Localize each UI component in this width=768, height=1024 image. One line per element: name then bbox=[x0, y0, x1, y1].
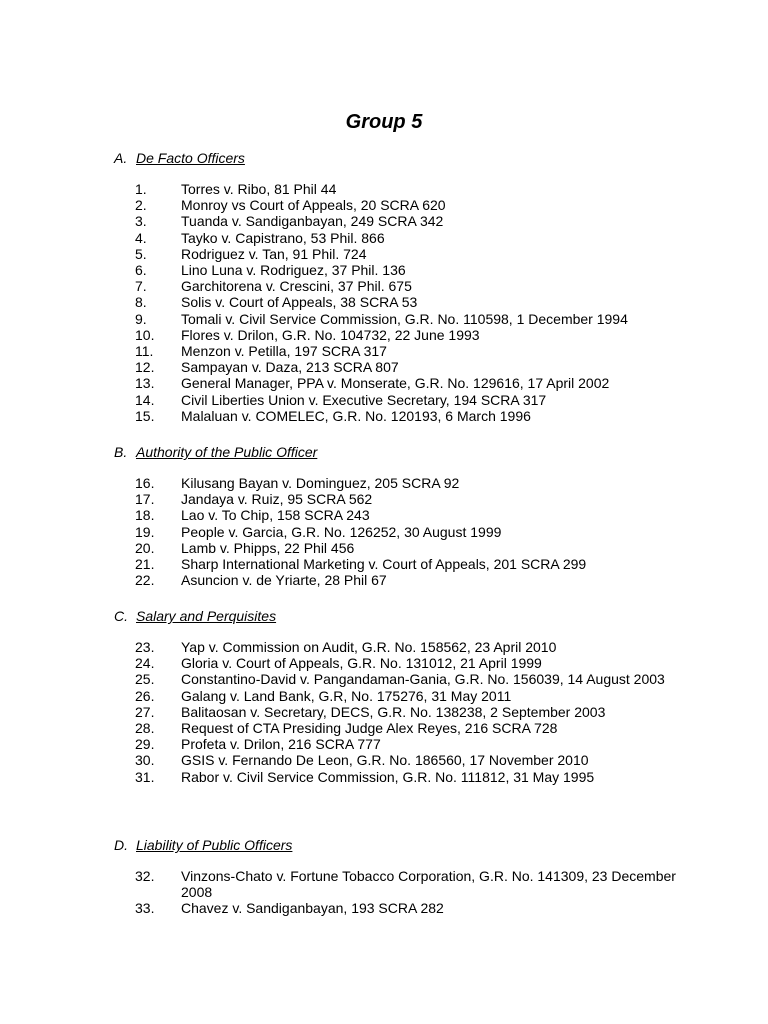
section-letter: B. bbox=[114, 444, 128, 460]
section-letter: D. bbox=[114, 837, 128, 853]
item-number: 31. bbox=[135, 768, 155, 785]
item-number: 32. bbox=[135, 868, 155, 884]
section-heading-c bbox=[114, 607, 276, 625]
list-item bbox=[0, 392, 768, 408]
section-title: De Facto Officers bbox=[136, 150, 245, 166]
list-item bbox=[0, 524, 768, 540]
case-list-c bbox=[0, 639, 768, 785]
list-item bbox=[0, 540, 768, 556]
item-number: 12. bbox=[135, 359, 155, 376]
case-citation: General Manager, PPA v. Monserate, G.R. No. 129616, 17 April 2002 bbox=[181, 375, 610, 392]
item-number: 16. bbox=[135, 475, 155, 491]
item-number: 33. bbox=[135, 900, 155, 917]
list-item bbox=[0, 343, 768, 359]
list-item bbox=[0, 868, 768, 900]
case-citation: Balitaosan v. Secretary, DECS, G.R. No. 138238, 2 September 2003 bbox=[181, 703, 606, 720]
item-number: 15. bbox=[135, 407, 155, 424]
section-title: Authority of the Public Officer bbox=[136, 444, 318, 460]
case-citation: Tuanda v. Sandiganbayan, 249 SCRA 342 bbox=[181, 213, 444, 230]
case-citation: Menzon v. Petilla, 197 SCRA 317 bbox=[181, 343, 387, 360]
item-number: 21. bbox=[135, 556, 155, 573]
case-citation: GSIS v. Fernando De Leon, G.R. No. 186560, 17 November 2010 bbox=[181, 752, 589, 769]
item-number: 24. bbox=[135, 655, 155, 672]
case-citation: Civil Liberties Union v. Executive Secretary, 194 SCRA 317 bbox=[181, 391, 547, 408]
item-number: 13. bbox=[135, 375, 155, 392]
case-citation: Solis v. Court of Appeals, 38 SCRA 53 bbox=[181, 294, 418, 311]
list-item bbox=[0, 572, 768, 588]
item-number: 7. bbox=[135, 278, 147, 295]
case-citation: Sharp International Marketing v. Court of Appeals, 201 SCRA 299 bbox=[181, 556, 587, 573]
item-number: 2. bbox=[135, 197, 147, 214]
list-item bbox=[0, 688, 768, 704]
item-number: 3. bbox=[135, 213, 147, 230]
list-item bbox=[0, 769, 768, 785]
list-item bbox=[0, 752, 768, 768]
item-number: 17. bbox=[135, 491, 155, 508]
case-citation: Chavez v. Sandiganbayan, 193 SCRA 282 bbox=[181, 900, 444, 917]
case-citation: Monroy vs Court of Appeals, 20 SCRA 620 bbox=[181, 197, 446, 214]
list-item bbox=[0, 327, 768, 343]
list-item bbox=[0, 639, 768, 655]
case-citation: Lao v. To Chip, 158 SCRA 243 bbox=[181, 507, 370, 524]
case-citation: Garchitorena v. Crescini, 37 Phil. 675 bbox=[181, 278, 412, 295]
item-number: 19. bbox=[135, 523, 155, 540]
item-number: 6. bbox=[135, 262, 147, 279]
section-heading-a bbox=[114, 149, 245, 167]
list-item bbox=[0, 671, 768, 687]
item-number: 26. bbox=[135, 687, 155, 704]
item-number: 28. bbox=[135, 720, 155, 737]
item-number: 30. bbox=[135, 752, 155, 769]
list-item bbox=[0, 736, 768, 752]
section-heading-b bbox=[114, 443, 317, 461]
item-number: 22. bbox=[135, 572, 155, 589]
item-number: 25. bbox=[135, 671, 155, 688]
list-item bbox=[0, 655, 768, 671]
case-citation: Request of CTA Presiding Judge Alex Reyes, 216 SCRA 728 bbox=[181, 720, 558, 737]
case-citation: Gloria v. Court of Appeals, G.R. No. 131012, 21 April 1999 bbox=[181, 655, 542, 672]
list-item bbox=[0, 278, 768, 294]
case-citation: Sampayan v. Daza, 213 SCRA 807 bbox=[181, 359, 399, 376]
case-citation: Galang v. Land Bank, G.R, No. 175276, 31 May 2011 bbox=[181, 687, 512, 704]
case-citation: Profeta v. Drilon, 216 SCRA 777 bbox=[181, 736, 381, 753]
case-citation: Torres v. Ribo, 81 Phil 44 bbox=[181, 181, 337, 197]
list-item bbox=[0, 704, 768, 720]
item-number: 5. bbox=[135, 245, 147, 262]
case-citation: Rodriguez v. Tan, 91 Phil. 724 bbox=[181, 245, 367, 262]
item-number: 9. bbox=[135, 310, 147, 327]
case-list-d bbox=[0, 868, 768, 917]
case-citation: Jandaya v. Ruiz, 95 SCRA 562 bbox=[181, 491, 373, 508]
item-number: 14. bbox=[135, 391, 155, 408]
case-citation: Tayko v. Capistrano, 53 Phil. 866 bbox=[181, 229, 385, 246]
list-item bbox=[0, 900, 768, 916]
case-citation: Asuncion v. de Yriarte, 28 Phil 67 bbox=[181, 572, 387, 589]
case-citation: Yap v. Commission on Audit, G.R. No. 158562, 23 April 2010 bbox=[181, 639, 557, 655]
list-item bbox=[0, 246, 768, 262]
list-item bbox=[0, 181, 768, 197]
item-number: 10. bbox=[135, 326, 155, 343]
case-citation: Vinzons-Chato v. Fortune Tobacco Corporation, G.R. No. 141309, 23 December 2008 bbox=[181, 868, 676, 901]
list-item bbox=[0, 294, 768, 310]
list-item bbox=[0, 408, 768, 424]
item-number: 11. bbox=[135, 343, 154, 360]
case-list-b bbox=[0, 475, 768, 588]
item-number: 20. bbox=[135, 539, 155, 556]
case-citation: Constantino-David v. Pangandaman-Gania, G.R. No. 156039, 14 August 2003 bbox=[181, 671, 665, 688]
section-letter: A. bbox=[114, 150, 128, 166]
case-citation: Kilusang Bayan v. Dominguez, 205 SCRA 92 bbox=[181, 475, 460, 491]
case-citation: Lino Luna v. Rodriguez, 37 Phil. 136 bbox=[181, 262, 406, 279]
list-item bbox=[0, 475, 768, 491]
case-citation: Lamb v. Phipps, 22 Phil 456 bbox=[181, 539, 355, 556]
section-heading-d bbox=[114, 836, 292, 854]
section-title: Liability of Public Officers bbox=[136, 837, 293, 853]
section-title: Salary and Perquisites bbox=[136, 608, 277, 624]
list-item bbox=[0, 262, 768, 278]
case-citation: Malaluan v. COMELEC, G.R. No. 120193, 6 March 1996 bbox=[181, 407, 531, 424]
item-number: 27. bbox=[135, 703, 155, 720]
item-number: 23. bbox=[135, 639, 155, 655]
page-title: Group 5 bbox=[345, 111, 423, 133]
list-item bbox=[0, 375, 768, 391]
case-citation: People v. Garcia, G.R. No. 126252, 30 August 1999 bbox=[181, 523, 502, 540]
list-item bbox=[0, 556, 768, 572]
item-number: 18. bbox=[135, 507, 155, 524]
case-citation: Tomali v. Civil Service Commission, G.R. No. 110598, 1 December 1994 bbox=[181, 310, 628, 327]
list-item bbox=[0, 230, 768, 246]
case-list-a bbox=[0, 181, 768, 424]
item-number: 1. bbox=[135, 181, 147, 197]
case-citation: Flores v. Drilon, G.R. No. 104732, 22 June 1993 bbox=[181, 326, 480, 343]
list-item bbox=[0, 359, 768, 375]
list-item bbox=[0, 311, 768, 327]
list-item bbox=[0, 720, 768, 736]
item-number: 8. bbox=[135, 294, 147, 311]
list-item bbox=[0, 507, 768, 523]
list-item bbox=[0, 213, 768, 229]
item-number: 4. bbox=[135, 229, 147, 246]
section-letter: C. bbox=[114, 608, 128, 624]
list-item bbox=[0, 197, 768, 213]
list-item bbox=[0, 491, 768, 507]
item-number: 29. bbox=[135, 736, 155, 753]
case-citation: Rabor v. Civil Service Commission, G.R. No. 111812, 31 May 1995 bbox=[181, 768, 595, 785]
